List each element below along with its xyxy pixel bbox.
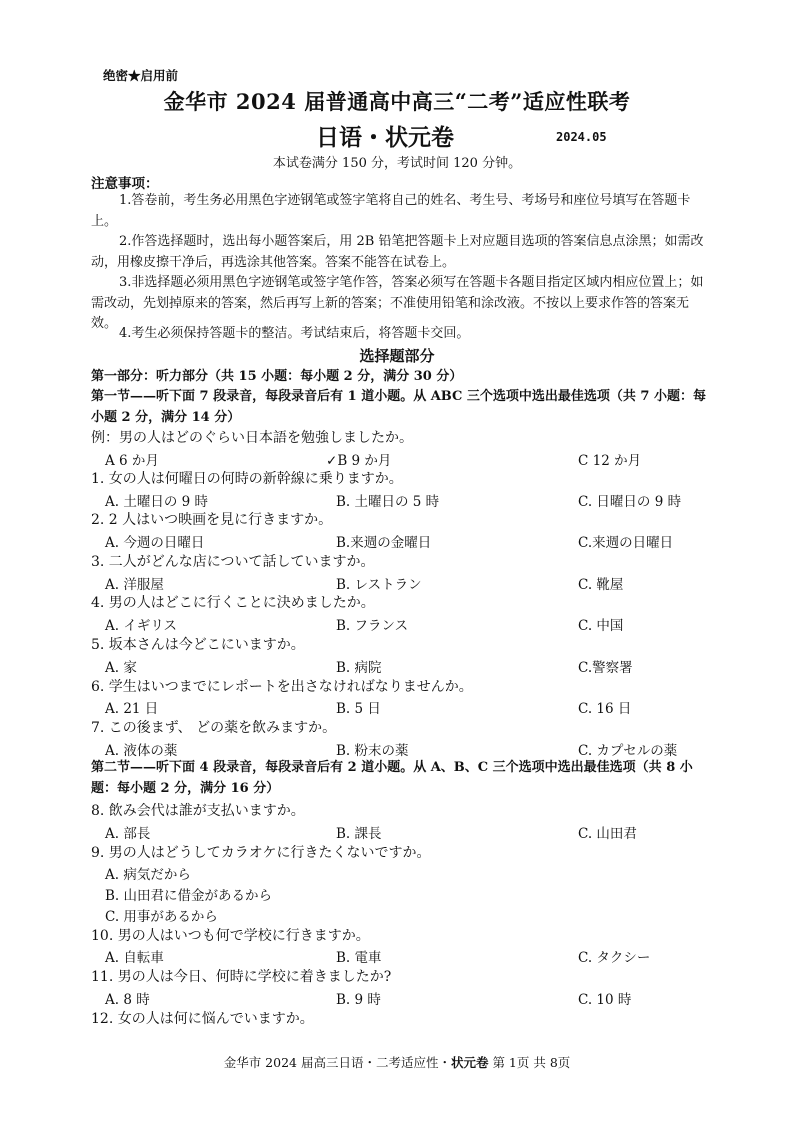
- q1-option-c: C. 日曜日の 9 時: [578, 494, 682, 510]
- section1-heading: 第一节——听下面 7 段录音，每段录音后有 1 道小题。从 ABC 三个选项中选出最佳选项（共 7 小题：每小题 2 分，满分 14 分）: [91, 389, 707, 425]
- check-icon: ✓: [326, 453, 338, 469]
- secret-label: 绝密★启用前: [103, 68, 179, 83]
- q9-option-b: B. 山田君に借金があるから: [105, 888, 273, 904]
- q2-option-c: C.来週の日曜日: [578, 535, 674, 551]
- note-2: 2.作答选择题时，选出每小题答案后，用 2B 铅笔把答题卡上对应题目选项的答案信息点涂黑；如需改动，用橡皮擦干净后，再选涂其他答案。答案不能答在试卷上。: [91, 234, 704, 270]
- note-3: 3.非选择题必须用黑色字迹钢笔或签字笔作答，答案必须写在答题卡各题目指定区域内相应位置上；如需改动，先划掉原来的答案，然后再写上新的答案；不准使用铅笔和涂改液。不按以上要求作答的答案无效。: [91, 275, 704, 331]
- q6-option-a: A. 21 日: [105, 701, 159, 717]
- question-8: 8. 飲み会代は誰が支払いますか。: [91, 803, 305, 819]
- question-6: 6. 学生はいつまでにレポートを出さなければなりませんか。: [91, 679, 473, 695]
- question-9: 9. 男の人はどうしてカラオケに行きたくないですか。: [91, 845, 431, 861]
- example-question: 例：男の人はどのぐらい日本語を勉強しましたか。: [91, 430, 413, 446]
- q3-option-a: A. 洋服屋: [105, 577, 164, 593]
- footer-main: 金华市 2024 届高三日语・二考适应性・: [223, 1055, 451, 1070]
- example-option-c: C 12 か月: [578, 453, 642, 469]
- q5-option-b: B. 病院: [336, 660, 382, 676]
- part1-heading: 第一部分：听力部分（共 15 小题：每小题 2 分，满分 30 分）: [91, 369, 463, 384]
- q8-option-b: B. 課長: [336, 826, 382, 842]
- q6-option-c: C. 16 日: [578, 701, 632, 717]
- question-4: 4. 男の人はどこに行くことに決めましたか。: [91, 595, 375, 611]
- question-1: 1. 女の人は何曜日の何時の新幹線に乗りますか。: [91, 471, 403, 487]
- q4-option-b: B. フランス: [336, 618, 409, 634]
- footer-bold: 状元卷: [450, 1055, 489, 1070]
- q11-option-c: C. 10 時: [578, 992, 632, 1008]
- q3-option-c: C. 靴屋: [578, 577, 624, 593]
- q8-option-c: C. 山田君: [578, 826, 637, 842]
- q4-option-a: A. イギリス: [105, 618, 178, 634]
- q10-option-c: C. タクシー: [578, 950, 651, 966]
- q1-option-b: B. 土曜日の 5 時: [336, 494, 440, 510]
- q5-option-a: A. 家: [105, 660, 137, 676]
- question-5: 5. 坂本さんは今どこにいますか。: [91, 637, 305, 653]
- exam-subtitle: 日语・状元卷: [316, 124, 454, 151]
- question-12: 12. 女の人は何に悩んでいますか。: [91, 1011, 314, 1027]
- section2-heading: 第二节——听下面 4 段录音，每段录音后有 2 道小题。从 A、B、C 三个选项中选出最佳选项（共 8 小题：每小题 2 分，满分 16 分）: [91, 760, 693, 796]
- example-option-b: [326, 449, 391, 469]
- q7-option-c: C. カプセルの薬: [578, 743, 678, 759]
- example-option-a: A 6 か月: [105, 453, 159, 469]
- exam-title: 金华市 2024 届普通高中高三“二考”适应性联考: [163, 89, 631, 114]
- question-2: 2. 2 人はいつ映画を見に行きますか。: [91, 512, 333, 528]
- question-3: 3. 二人がどんな店について話していますか。: [91, 554, 375, 570]
- score-info: 本试卷满分 150 分，考试时间 120 分钟。: [272, 156, 522, 171]
- q7-option-b: B. 粉末の薬: [336, 743, 409, 759]
- q9-option-a: A. 病気だから: [105, 867, 191, 883]
- q2-option-a: A. 今週の日曜日: [105, 535, 205, 551]
- question-11: 11. 男の人は今日、何時に学校に着きましたか?: [91, 969, 392, 985]
- q5-option-c: C.警察署: [578, 660, 633, 676]
- footer-page: 第 1页 共 8页: [488, 1055, 571, 1070]
- q10-option-a: A. 自転車: [105, 950, 164, 966]
- note-1: 1.答卷前，考生务必用黑色字迹钢笔或签字笔将自己的姓名、考生号、考场号和座位号填写在答题卡上。: [91, 193, 691, 229]
- q11-option-a: A. 8 時: [105, 992, 150, 1008]
- q11-option-b: B. 9 時: [336, 992, 381, 1008]
- q7-option-a: A. 液体の薬: [105, 743, 178, 759]
- section-title: 选择题部分: [359, 347, 435, 365]
- notes-title: 注意事项：: [91, 176, 159, 192]
- q10-option-b: B. 電車: [336, 950, 382, 966]
- example-option-b-text: B 9 か月: [337, 453, 392, 469]
- question-10: 10. 男の人はいつも何で学校に行きますか。: [91, 928, 370, 944]
- note-4: 4.考生必须保持答题卡的整洁。考试结束后，将答题卡交回。: [119, 326, 470, 341]
- q4-option-c: C. 中国: [578, 618, 624, 634]
- q8-option-a: A. 部長: [105, 826, 151, 842]
- q9-option-c: C. 用事があるから: [105, 909, 218, 925]
- question-7: 7. この後まず、 どの薬を飲みますか。: [91, 720, 337, 736]
- q1-option-a: A. 土曜日の 9 時: [105, 494, 209, 510]
- exam-date: 2024.05: [556, 130, 607, 144]
- q2-option-b: B.来週の金曜日: [336, 535, 432, 551]
- q3-option-b: B. レストラン: [336, 577, 422, 593]
- page-footer: [0, 1053, 794, 1071]
- q6-option-b: B. 5 日: [336, 701, 381, 717]
